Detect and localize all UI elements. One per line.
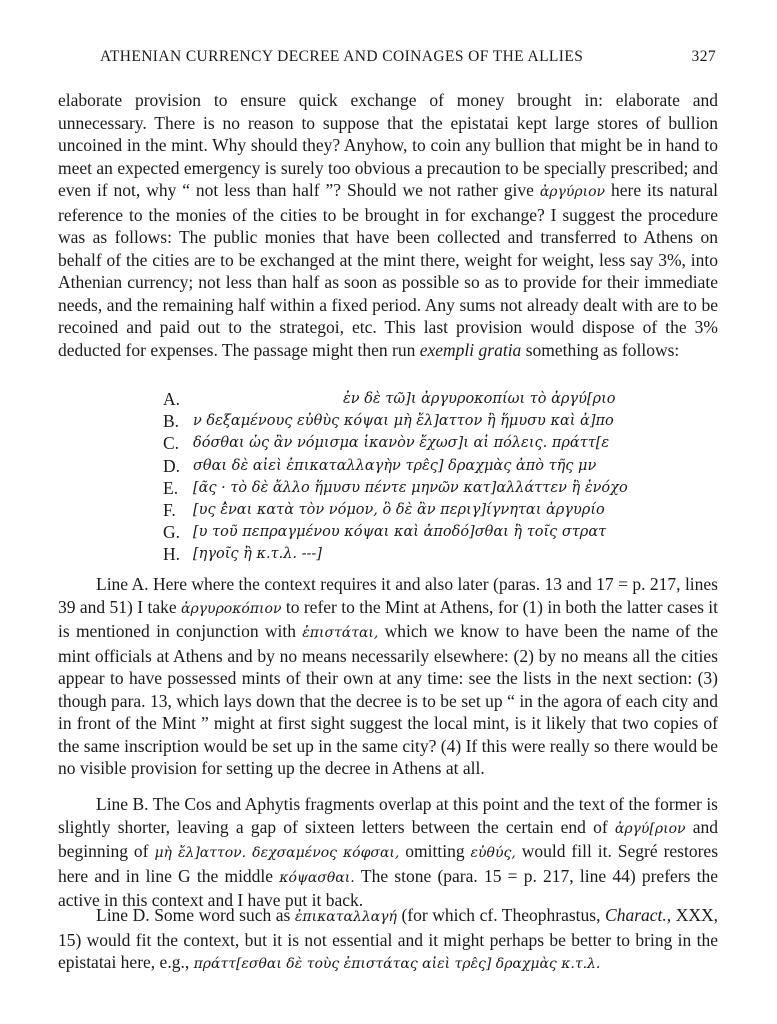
line-label: C. [163, 433, 180, 454]
greek-term: ἐπιστάται, [302, 625, 379, 641]
text-span: omitting [405, 841, 465, 861]
greek-term: ἀργυροκόπιον [181, 600, 282, 617]
line-label: H. [163, 544, 181, 565]
text-span: would fill it. Segré restores here and in line G the middle [58, 841, 719, 886]
greek-line: ἐν δὲ τῶ]ι ἀργυροκοπίωι τὸ ἀργύ[ριο [343, 391, 616, 407]
text-span: XXX, 15) would fit the context, but it is not essential and it might perhaps be better to bring in the epistatai here, e.g., [58, 905, 719, 972]
text-span: Line D. Some word such as [96, 905, 291, 925]
line-label: A. [163, 389, 181, 409]
restoration-line [163, 499, 723, 521]
greek-term: ἐπικαταλλαγή [294, 909, 397, 925]
italic-term: exempli gratia [419, 339, 522, 360]
restoration-line [163, 432, 723, 454]
paragraph-line-d [58, 904, 718, 976]
greek-line: [υς ἐ̂ναι κατὰ τὸν νόμον, ὃ δὲ ἂν περιγ]ίγνηται ἀργυρίο [193, 501, 605, 518]
restoration-line [163, 521, 723, 543]
line-label: B. [163, 411, 180, 432]
line-label: E. [163, 477, 179, 498]
text-span: to refer to the Mint at Athens, for (1) in both the latter cases it is mentioned in conjunction with [58, 596, 719, 641]
greek-line: [ᾶς · τὸ δὲ ἄλλο ἥμυσυ πέντε μηνῶν κατ]αλλάττεν ἢ ἐνόχο [193, 479, 628, 496]
restoration-line [163, 410, 723, 432]
paragraph-line-b [58, 793, 718, 912]
restoration-line [163, 388, 723, 410]
paragraph-line-a [58, 573, 718, 780]
restoration-line [163, 477, 723, 499]
restoration-text [163, 388, 723, 566]
line-label: F. [163, 499, 176, 520]
text-span: something as follows: [525, 339, 680, 360]
text-span: The stone (para. 15 = p. 217, line 44) prefers the active in this context and I have put it back. [58, 865, 719, 910]
greek-term: πράττ[εσθαι δὲ τοὺς ἐπιστάτας αἰεὶ τρε̂ς] δραχμὰς κ.τ.λ. [193, 956, 601, 972]
running-header [100, 48, 716, 72]
line-label: D. [163, 455, 181, 476]
greek-term: ἀργύριον [539, 184, 606, 200]
greek-term: κόψασθαι. [279, 869, 355, 886]
text-span: which we know to have been the name of the mint officials at Athens and by no means necessarily elsewhere: (2) by no means all the cities appear to have possessed mints of their own at any time: see the lists in the next section: (3) though para. 13, which lays down that the decree is to be set up “ in the agora of each city and in front of the Mint ” might at first sight suggest the local mint, is it likely that two copies of the same inscription would be set up in the same city? (4) If this were really so there would be no visible provision for setting up the decree in Athens at all. [58, 621, 719, 778]
greek-line: δόσθαι ὡς ἂν νόμισμα ἱκανὸν ἔχωσ]ι αἱ πόλεις. πράττ[ε [193, 435, 610, 452]
text-span: and beginning of [58, 816, 719, 861]
greek-line: [υ τοῦ πεπραγμένου κόψαι καὶ ἀποδό]σθαι ἢ τοῖς στρατ [193, 524, 607, 541]
restoration-line [163, 455, 723, 477]
greek-term: μὴ ἔλ]αττον. δεχσαμένος κόφσαι, [154, 845, 400, 861]
text-span: here its natural reference to the monies of the cities to be brought in for exchange? I suggest the procedure was as follows: The public monies that have been collected and transferred to Athens on behalf of the cities are to be exchanged at the mint there, weight for weight, less say 3%, into Athenian currency; not less than half as soon as possible so as to provide for their immediate needs, and the remaining half within a fixed period. Any sums not already dealt with are to be recoined and paid out to the strategoi, etc. This last provision would dispose of the 3% deducted for expenses. The passage might then run [58, 180, 719, 360]
restoration-line [163, 543, 723, 565]
running-title: ATHENIAN CURRENCY DECREE AND COINAGES OF THE ALLIES [100, 48, 584, 65]
greek-term: εὐθύς, [470, 845, 516, 861]
italic-term: Charact., [605, 905, 672, 925]
text-span: (for which cf. Theophrastus, [401, 905, 601, 925]
greek-term: ἀργύ[ριον [614, 820, 686, 837]
greek-line: σθαι δὲ αἰεὶ ἐπικαταλλαγὴν τρε̂ς] δραχμὰς ἀπὸ τῆς μν [193, 457, 597, 474]
text-span: elaborate provision to ensure quick exchange of money brought in: elaborate and unnecessary. There is no reason to suppose that the epistatai kept large stores of bullion uncoined in the mint. Why should they? Anyhow, to coin any bullion that might be in hand to meet an expected emergency is surely too obvious a precaution to be specially prescribed; and even if not, why “ not less than half ”? Should we not rather give [58, 90, 718, 200]
text-span: Line A. Here where the context requires it and also later (paras. 13 and 17 = p. 217, lines 39 and 51) I take [58, 574, 718, 617]
greek-line: [ηγοῖς ἢ κ.τ.λ. ---] [193, 546, 322, 563]
paragraph-procedure [58, 89, 718, 361]
page-number: 327 [691, 48, 716, 65]
greek-line: ν δεξαμένους εὐθὺς κόψαι μὴ ἔλ]αττον ἢ ἥμυσυ καὶ ἀ]πο [193, 413, 614, 430]
text-span: Line B. The Cos and Aphytis fragments overlap at this point and the text of the former is slightly shorter, leaving a gap of sixteen letters between the certain end of [58, 794, 718, 837]
line-label: G. [163, 522, 181, 543]
